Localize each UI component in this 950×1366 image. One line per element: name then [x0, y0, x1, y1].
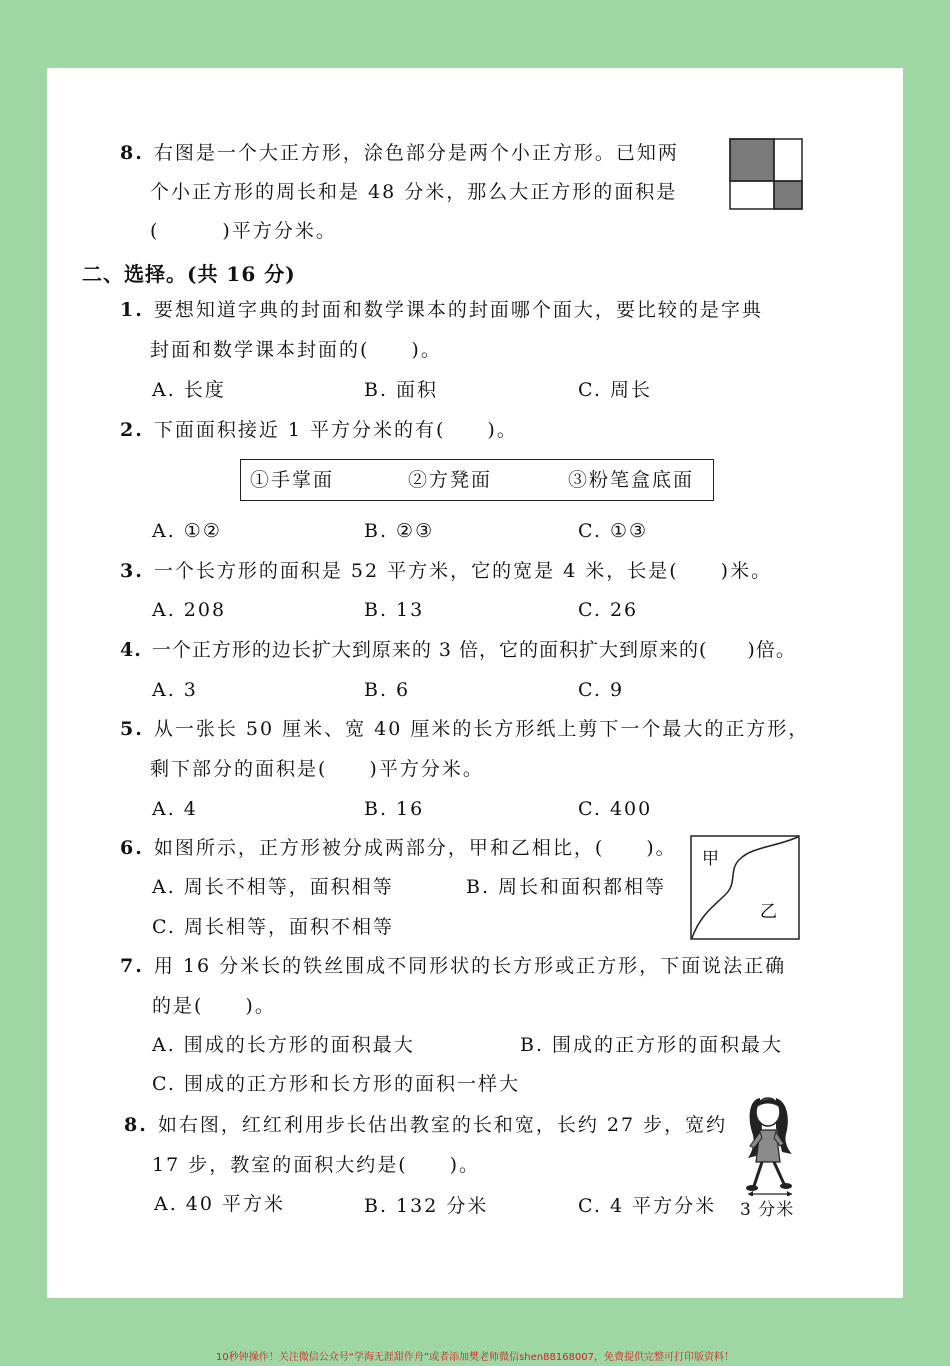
q4-line1: 4. 一个正方形的边长扩大到原来的 3 倍，它的面积扩大到原来的( )倍。 — [120, 639, 796, 661]
fill-q8-line2: 个小正方形的周长和是 48 分米，那么大正方形的面积是 — [150, 181, 678, 203]
fill-q8-line1: 8. 右图是一个大正方形，涂色部分是两个小正方形。已知两 — [120, 142, 679, 164]
q3-option-b[interactable]: B. 13 — [364, 599, 425, 621]
q5-option-c[interactable]: C. 400 — [578, 798, 653, 820]
walking-girl-illustration — [738, 1090, 802, 1196]
q7-option-b[interactable]: B. 围成的正方形的面积最大 — [520, 1034, 784, 1056]
q1-line2: 封面和数学课本封面的( )。 — [150, 339, 442, 361]
q6-line1: 6. 如图所示，正方形被分成两部分，甲和乙相比，( )。 — [120, 837, 677, 859]
q4-option-c[interactable]: C. 9 — [578, 679, 625, 701]
q1-option-a[interactable]: A. 长度 — [152, 379, 226, 401]
q8-line2: 17 步，教室的面积大约是( )。 — [152, 1154, 481, 1176]
q6-label-jia: 甲 — [702, 849, 719, 869]
q8-line1: 8. 如右图，红红利用步长估出教室的长和宽，长约 27 步，宽约 — [124, 1114, 728, 1136]
q2-option-c[interactable]: C. ①③ — [578, 520, 649, 542]
q8-option-a[interactable]: A. 40 平方米 — [154, 1193, 286, 1215]
q6-option-c[interactable]: C. 周长相等，面积不相等 — [152, 916, 394, 938]
question-number: 8. — [120, 142, 144, 164]
q3-option-a[interactable]: A. 208 — [152, 599, 227, 621]
q2-item-1: ①手掌面 — [250, 469, 335, 491]
q5-line2: 剩下部分的面积是( )平方分米。 — [150, 758, 484, 780]
q3-option-c[interactable]: C. 26 — [578, 599, 639, 621]
footer-note: 10秒钟操作！关注微信公众号“学海无涯甜作舟”或者添加樊老师微信shen88168007，免费提供完整可打印版资料！ — [215, 1352, 735, 1363]
section-title: 二、选择。(共 16 分) — [82, 262, 296, 286]
q6-label-yi: 乙 — [760, 902, 777, 922]
q5-line1: 5. 从一张长 50 厘米、宽 40 厘米的长方形纸上剪下一个最大的正方形， — [120, 718, 810, 740]
q5-option-a[interactable]: A. 4 — [152, 798, 198, 820]
q7-option-a[interactable]: A. 围成的长方形的面积最大 — [152, 1034, 415, 1056]
q1-option-c[interactable]: C. 周长 — [578, 379, 652, 401]
q4-option-a[interactable]: A. 3 — [152, 679, 198, 701]
q2-item-2: ②方凳面 — [408, 469, 493, 491]
q2-option-a[interactable]: A. ①② — [152, 520, 222, 542]
q7-option-c[interactable]: C. 围成的正方形和长方形的面积一样大 — [152, 1073, 520, 1095]
q1-option-b[interactable]: B. 面积 — [364, 379, 439, 401]
q2-line1: 2. 下面面积接近 1 平方分米的有( )。 — [120, 419, 518, 441]
big-square-figure — [729, 138, 803, 210]
fill-q8-line3: ( )平方分米。 — [150, 220, 337, 242]
q4-option-b[interactable]: B. 6 — [364, 679, 411, 701]
q8-option-b[interactable]: B. 132 分米 — [364, 1195, 489, 1217]
q8-option-c[interactable]: C. 4 平方分米 — [578, 1195, 717, 1217]
q7-line1: 7. 用 16 分米长的铁丝围成不同形状的长方形或正方形，下面说法正确 — [120, 955, 787, 977]
q8-step-label: 3 分米 — [740, 1200, 795, 1220]
q2-item-3: ③粉笔盒底面 — [568, 469, 695, 491]
shaded-small-square-1 — [730, 139, 774, 181]
q3-line1: 3. 一个长方形的面积是 52 平方米，它的宽是 4 米，长是( )米。 — [120, 560, 773, 582]
q6-divided-square-figure — [690, 835, 802, 941]
q2-option-b[interactable]: B. ②③ — [364, 520, 435, 542]
q6-option-a[interactable]: A. 周长不相等，面积相等 — [152, 876, 394, 898]
shaded-small-square-2 — [774, 181, 802, 209]
q5-option-b[interactable]: B. 16 — [364, 798, 425, 820]
q6-option-b[interactable]: B. 周长和面积都相等 — [466, 876, 667, 898]
q7-line2: 的是( )。 — [152, 995, 276, 1017]
q1-line1: 1. 要想知道字典的封面和数学课本的封面哪个面大，要比较的是字典 — [120, 299, 763, 321]
